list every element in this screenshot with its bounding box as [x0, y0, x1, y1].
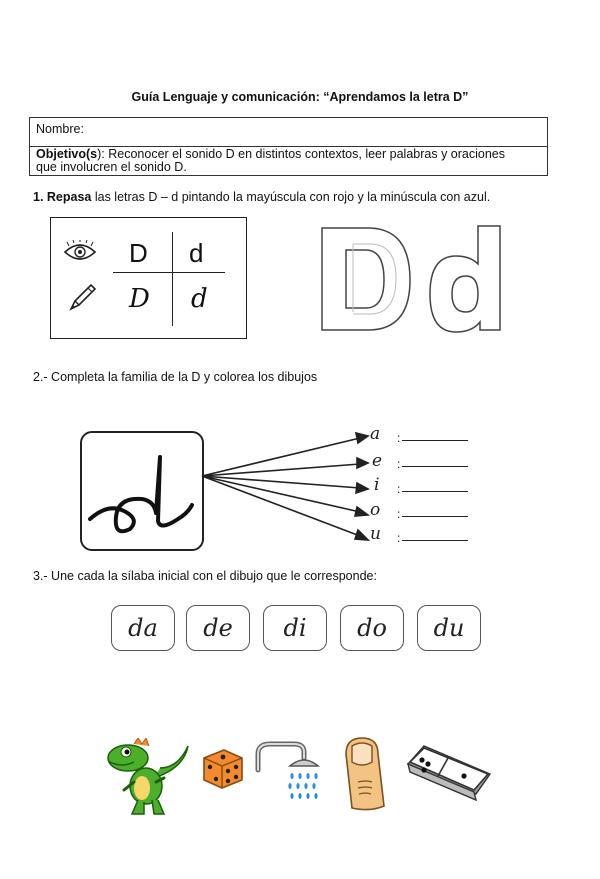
letter-d-card — [80, 431, 204, 551]
name-label: Nombre: — [36, 122, 84, 136]
pencil-icon — [65, 281, 99, 315]
blank-du[interactable] — [402, 540, 468, 541]
script-d-glyph — [82, 433, 202, 549]
outline-letters-dd — [318, 222, 518, 337]
page-title: Guía Lenguaje y comunicación: “Aprendamos la letra D” — [131, 90, 469, 104]
trace-grid-box — [50, 217, 247, 339]
name-box[interactable] — [29, 117, 548, 147]
colon-a: : — [397, 431, 401, 445]
eye-icon — [63, 240, 97, 264]
colon-i: : — [397, 482, 401, 496]
family-arrows — [200, 430, 370, 550]
objective-body-2: que involucren el sonido D. — [36, 160, 187, 174]
shower-picture[interactable] — [254, 740, 324, 808]
syllable-do[interactable]: do — [340, 605, 404, 651]
exercise3-instruction: 3.- Une cada la sílaba inicial con el dibujo que le corresponde: — [33, 569, 377, 583]
dinosaur-picture[interactable] — [104, 738, 190, 818]
syllable-du[interactable]: du — [417, 605, 481, 651]
print-lower-d: d — [189, 238, 204, 268]
blank-do[interactable] — [402, 516, 468, 517]
syllable-di[interactable]: di — [263, 605, 327, 651]
blank-da[interactable] — [402, 440, 468, 441]
grid-vertical-line — [172, 232, 173, 326]
vowel-i: i — [374, 475, 380, 495]
objective-paren: ): — [97, 147, 105, 161]
script-lower-d: d — [191, 284, 208, 314]
exercise1-text: las letras D – d pintando la mayúscula con rojo y la minúscula con azul. — [91, 190, 491, 204]
vowel-a: a — [370, 424, 381, 444]
colon-e: : — [397, 457, 401, 471]
vowel-o: o — [370, 500, 381, 520]
syllable-da[interactable]: da — [111, 605, 175, 651]
script-upper-d: D — [129, 284, 150, 314]
blank-di[interactable] — [402, 491, 468, 492]
print-upper-d: D — [129, 238, 148, 268]
grid-horizontal-line — [113, 272, 225, 273]
colon-u: : — [397, 531, 401, 545]
objective-body: Reconocer el sonido D en distintos contextos, leer palabras y oraciones — [104, 147, 505, 161]
vowel-e: e — [372, 451, 383, 471]
dice-picture[interactable] — [200, 746, 246, 792]
objective-text — [36, 148, 546, 174]
objective-label: Objetivo(s — [36, 147, 98, 161]
exercise2-instruction: 2.- Completa la familia de la D y colorea los dibujos — [33, 370, 318, 384]
vowel-u: u — [370, 524, 381, 544]
domino-picture[interactable] — [404, 742, 494, 804]
exercise1-number: 1. Repasa — [33, 190, 92, 204]
colon-o: : — [397, 507, 401, 521]
objective-box — [29, 145, 548, 176]
finger-picture[interactable] — [340, 736, 390, 812]
blank-de[interactable] — [402, 466, 468, 467]
syllable-de[interactable]: de — [186, 605, 250, 651]
exercise1-instruction — [33, 190, 490, 204]
